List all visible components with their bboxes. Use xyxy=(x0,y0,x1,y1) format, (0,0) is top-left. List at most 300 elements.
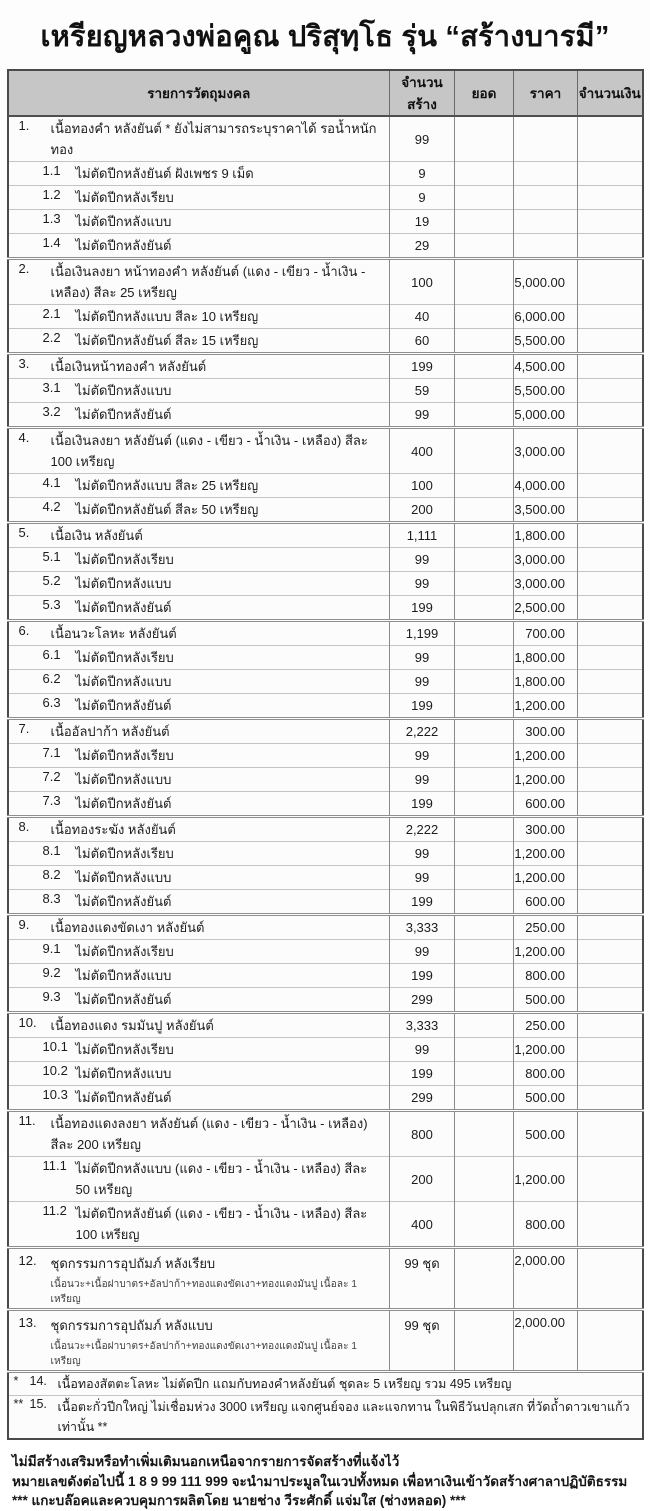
item-number: 7.3 xyxy=(42,793,61,808)
amount-cell xyxy=(578,1013,643,1038)
table-row xyxy=(8,1157,643,1202)
quantity-cell: 3,333 xyxy=(390,915,455,940)
amount-cell xyxy=(578,116,643,162)
footnote-row xyxy=(8,1396,643,1440)
item-text-wrap xyxy=(51,1015,390,1036)
total-cell xyxy=(455,1248,514,1310)
item-number: 12. xyxy=(18,1253,37,1268)
table-row xyxy=(8,1111,643,1157)
item-text-wrap xyxy=(51,917,390,938)
item-text: ไม่ตัดปีกหลังเรียบ xyxy=(75,846,174,861)
item-text-wrap xyxy=(51,525,390,546)
item-text: ไม่ตัดปีกหลังแบบ xyxy=(75,870,172,885)
item-number: 9.1 xyxy=(42,941,61,956)
item-text-wrap xyxy=(76,891,390,912)
item-text: เนื้อทองแดง รมมันปู หลังยันต์ xyxy=(50,1018,214,1033)
item-number: 11.1 xyxy=(42,1158,67,1173)
quantity-cell: 19 xyxy=(390,210,455,234)
document-footer xyxy=(12,1452,650,1511)
table-row xyxy=(8,890,643,915)
total-cell xyxy=(455,1013,514,1038)
total-cell xyxy=(455,940,514,964)
amount-cell xyxy=(578,1086,643,1111)
total-cell xyxy=(455,817,514,842)
amount-cell xyxy=(578,234,643,259)
item-text: ไม่ตัดปีกหลังแบบ สีละ 25 เหรียญ xyxy=(75,478,259,493)
price-cell: 1,200.00 xyxy=(514,842,578,866)
footnote-text: เนื้อทองสัตตะโลหะ ไม่ตัดปีก แถมกับทองคำหลังยันต์ ชุดละ 5 เหรียญ รวม 495 เหรียญ xyxy=(57,1377,512,1391)
column-header-price: ราคา xyxy=(514,70,578,116)
item-text-wrap xyxy=(76,989,390,1010)
item-text-wrap xyxy=(76,671,390,692)
quantity-cell: 1,111 xyxy=(390,523,455,548)
total-cell xyxy=(455,186,514,210)
item-text-wrap xyxy=(76,1087,390,1108)
price-cell xyxy=(514,186,578,210)
total-cell xyxy=(455,964,514,988)
item-subnote: เนื้อนวะ+เนื้อฝาบาตร+อัลปาก้า+ทองแดงขัดเงา+ทองแดงมันปู เนื้อละ 1 เหรียญ xyxy=(50,1279,358,1305)
price-cell: 700.00 xyxy=(514,621,578,646)
table-row xyxy=(8,548,643,572)
price-cell: 3,000.00 xyxy=(514,548,578,572)
amount-cell xyxy=(578,259,643,305)
item-text: ไม่ตัดปีกหลังยันต์ xyxy=(75,796,172,811)
footnote-number: 15. xyxy=(29,1397,47,1411)
quantity-cell: 99 xyxy=(390,744,455,768)
item-text: ไม่ตัดปีกหลังแบบ (แดง - เขียว - น้ำเงิน - เหลือง) สีละ 50 เหรียญ xyxy=(75,1161,368,1197)
price-cell xyxy=(514,116,578,162)
total-cell xyxy=(455,1157,514,1202)
item-text-wrap xyxy=(76,235,390,256)
item-line xyxy=(9,843,390,864)
table-row xyxy=(8,1062,643,1086)
table-row xyxy=(8,1013,643,1038)
item-cell xyxy=(8,354,390,379)
price-cell: 3,000.00 xyxy=(514,572,578,596)
item-cell xyxy=(8,670,390,694)
quantity-cell: 199 xyxy=(390,354,455,379)
item-cell xyxy=(8,988,390,1013)
item-cell xyxy=(8,428,390,474)
item-text-wrap xyxy=(76,330,390,351)
item-cell xyxy=(8,621,390,646)
item-number: 1.1 xyxy=(42,163,61,178)
item-text: ไม่ตัดปีกหลังเรียบ xyxy=(75,1042,174,1057)
total-cell xyxy=(455,768,514,792)
item-text: ไม่ตัดปีกหลังแบบ xyxy=(75,214,172,229)
item-text-wrap xyxy=(76,187,390,208)
footnote-marker: ** xyxy=(13,1397,24,1411)
table-row xyxy=(8,186,643,210)
item-cell xyxy=(8,719,390,744)
total-cell xyxy=(455,670,514,694)
price-cell: 5,000.00 xyxy=(514,259,578,305)
item-cell xyxy=(8,890,390,915)
table-row xyxy=(8,379,643,403)
item-number: 8.1 xyxy=(42,843,61,858)
item-number: 1.3 xyxy=(42,211,61,226)
item-cell xyxy=(8,744,390,768)
item-text: เนื้อทองระฆัง หลังยันต์ xyxy=(50,822,176,837)
price-cell: 800.00 xyxy=(514,1202,578,1248)
item-text: ไม่ตัดปีกหลังแบบ xyxy=(75,576,172,591)
table-row xyxy=(8,259,643,305)
item-text: ไม่ตัดปีกหลังแบบ xyxy=(75,383,172,398)
item-line xyxy=(9,118,390,160)
item-number: 9.3 xyxy=(42,989,61,1004)
quantity-cell: 60 xyxy=(390,329,455,354)
item-number: 1.4 xyxy=(42,235,61,250)
item-text-wrap xyxy=(51,118,390,160)
item-text: ไม่ตัดปีกหลังแบบ สีละ 10 เหรียญ xyxy=(75,309,259,324)
price-cell: 1,800.00 xyxy=(514,670,578,694)
quantity-cell: 99 ชุด xyxy=(390,1310,455,1372)
item-text-wrap xyxy=(76,745,390,766)
item-line xyxy=(9,1158,390,1200)
price-cell: 1,200.00 xyxy=(514,744,578,768)
quantity-cell: 99 xyxy=(390,670,455,694)
item-line xyxy=(9,965,390,986)
item-text: เนื้อทองแดงขัดเงา หลังยันต์ xyxy=(50,920,205,935)
item-text-wrap xyxy=(51,1315,390,1369)
item-text: ไม่ตัดปีกหลังยันต์ xyxy=(75,698,172,713)
item-line xyxy=(9,1015,390,1036)
quantity-cell: 99 xyxy=(390,1038,455,1062)
item-text-wrap xyxy=(76,647,390,668)
total-cell xyxy=(455,572,514,596)
item-text-wrap xyxy=(76,1063,390,1084)
price-cell: 2,000.00 xyxy=(514,1248,578,1310)
amount-cell xyxy=(578,768,643,792)
item-text-wrap xyxy=(76,793,390,814)
price-cell: 250.00 xyxy=(514,915,578,940)
table-row xyxy=(8,305,643,329)
item-text: เนื้อทองแดงลงยา หลังยันต์ (แดง - เขียว - น้ำเงิน - เหลือง) สีละ 200 เหรียญ xyxy=(50,1116,368,1152)
item-line xyxy=(9,330,390,351)
total-cell xyxy=(455,329,514,354)
item-line xyxy=(9,769,390,790)
item-number: 9. xyxy=(18,917,30,932)
item-text: ไม่ตัดปีกหลังเรียบ xyxy=(75,190,174,205)
item-text-wrap xyxy=(76,843,390,864)
item-line xyxy=(9,430,390,472)
table-row xyxy=(8,964,643,988)
amount-cell xyxy=(578,890,643,915)
item-line xyxy=(9,793,390,814)
item-number: 3.1 xyxy=(42,380,61,395)
table-row xyxy=(8,1202,643,1248)
quantity-cell: 99 ชุด xyxy=(390,1248,455,1310)
item-text: ไม่ตัดปีกหลังยันต์ xyxy=(75,894,172,909)
item-line xyxy=(9,891,390,912)
item-text: ไม่ตัดปีกหลังแบบ xyxy=(75,674,172,689)
table-row xyxy=(8,354,643,379)
total-cell xyxy=(455,596,514,621)
item-number: 1. xyxy=(18,118,30,133)
total-cell xyxy=(455,866,514,890)
price-cell: 1,200.00 xyxy=(514,866,578,890)
footnote-cell xyxy=(8,1396,643,1440)
item-line xyxy=(9,1087,390,1108)
item-text: ไม่ตัดปีกหลังยันต์ สีละ 15 เหรียญ xyxy=(75,333,259,348)
quantity-cell: 199 xyxy=(390,1062,455,1086)
total-cell xyxy=(455,428,514,474)
item-text-wrap xyxy=(76,695,390,716)
item-cell xyxy=(8,596,390,621)
quantity-cell: 59 xyxy=(390,379,455,403)
item-cell xyxy=(8,646,390,670)
total-cell xyxy=(455,162,514,186)
amount-cell xyxy=(578,523,643,548)
item-text: ไม่ตัดปีกหลังแบบ xyxy=(75,968,172,983)
total-cell xyxy=(455,379,514,403)
amount-cell xyxy=(578,744,643,768)
table-row xyxy=(8,792,643,817)
quantity-cell: 29 xyxy=(390,234,455,259)
item-text: ไม่ตัดปีกหลังยันต์ xyxy=(75,407,172,422)
item-text-wrap xyxy=(51,1113,390,1155)
amount-cell xyxy=(578,186,643,210)
item-number: 4.2 xyxy=(42,499,61,514)
item-line xyxy=(9,187,390,208)
item-cell xyxy=(8,523,390,548)
quantity-cell: 99 xyxy=(390,548,455,572)
item-text-wrap xyxy=(51,430,390,472)
total-cell xyxy=(455,354,514,379)
item-number: 5.2 xyxy=(42,573,61,588)
item-line xyxy=(9,819,390,840)
price-cell: 5,500.00 xyxy=(514,329,578,354)
quantity-cell: 200 xyxy=(390,498,455,523)
item-line xyxy=(9,647,390,668)
table-row xyxy=(8,1086,643,1111)
item-cell xyxy=(8,842,390,866)
price-cell: 500.00 xyxy=(514,1111,578,1157)
price-cell: 1,200.00 xyxy=(514,694,578,719)
item-number: 10.3 xyxy=(42,1087,68,1102)
item-line xyxy=(9,163,390,184)
quantity-cell: 99 xyxy=(390,116,455,162)
item-line xyxy=(9,235,390,256)
amount-cell xyxy=(578,1038,643,1062)
item-line xyxy=(9,745,390,766)
amount-cell xyxy=(578,792,643,817)
total-cell xyxy=(455,792,514,817)
table-row xyxy=(8,817,643,842)
amount-cell xyxy=(578,1310,643,1372)
item-cell xyxy=(8,768,390,792)
item-text: ชุดกรรมการอุปถัมภ์ หลังเรียบ xyxy=(50,1256,216,1271)
total-cell xyxy=(455,694,514,719)
table-row xyxy=(8,646,643,670)
amount-cell xyxy=(578,428,643,474)
item-cell xyxy=(8,162,390,186)
page-title: เหรียญหลวงพ่อคูณ ปริสุทฺโธ รุ่น “สร้างบารมี” xyxy=(40,21,610,53)
price-cell: 600.00 xyxy=(514,890,578,915)
quantity-cell: 9 xyxy=(390,186,455,210)
item-text-wrap xyxy=(76,867,390,888)
price-cell: 500.00 xyxy=(514,988,578,1013)
price-cell: 800.00 xyxy=(514,964,578,988)
item-text-wrap xyxy=(76,211,390,232)
footer-line: หมายเลขดังต่อไปนี้ 1 8 9 99 111 999 จะนำมาประมูลในเวปทั้งหมด เพื่อหาเงินเข้าวัดสร้างศาลาปฏิบัติธรรม xyxy=(12,1473,628,1489)
item-text-wrap xyxy=(76,1158,390,1200)
item-text: ไม่ตัดปีกหลังเรียบ xyxy=(75,748,174,763)
item-cell xyxy=(8,498,390,523)
item-text-wrap xyxy=(76,1039,390,1060)
item-text: เนื้อนวะโลหะ หลังยันต์ xyxy=(50,626,177,641)
item-line xyxy=(9,1253,390,1307)
footnote-number: 14. xyxy=(29,1374,47,1388)
item-number: 3.2 xyxy=(42,404,61,419)
total-cell xyxy=(455,1111,514,1157)
item-cell xyxy=(8,915,390,940)
item-number: 11. xyxy=(18,1113,36,1128)
amount-cell xyxy=(578,842,643,866)
item-text-wrap xyxy=(51,261,390,303)
quantity-cell: 100 xyxy=(390,474,455,498)
item-number: 6.1 xyxy=(42,647,61,662)
item-text: ไม่ตัดปีกหลังยันต์ xyxy=(75,1090,172,1105)
footer-line: ไม่มีสร้างเสริมหรือทำเพิ่มเติมนอกเหนือจากรายการจัดสร้างที่แจ้งไว้ xyxy=(12,1454,400,1469)
item-text-wrap xyxy=(76,597,390,618)
footnote-row xyxy=(8,1372,643,1396)
footer-line: *** แกะบล๊อคและควบคุมการผลิตโดย นายช่าง วีระศักดิ์ แจ่มใส (ช่างหลอด) *** xyxy=(12,1493,466,1509)
quantity-cell: 100 xyxy=(390,259,455,305)
amount-cell xyxy=(578,474,643,498)
amount-cell xyxy=(578,940,643,964)
price-cell: 1,200.00 xyxy=(514,768,578,792)
price-cell xyxy=(514,234,578,259)
table-row xyxy=(8,116,643,162)
item-text-wrap xyxy=(51,1253,390,1307)
table-row xyxy=(8,596,643,621)
quantity-cell: 99 xyxy=(390,403,455,428)
item-line xyxy=(9,356,390,377)
item-number: 8. xyxy=(18,819,30,834)
item-cell xyxy=(8,403,390,428)
table-row xyxy=(8,1038,643,1062)
table-row xyxy=(8,403,643,428)
table-row xyxy=(8,670,643,694)
amount-cell xyxy=(578,694,643,719)
item-text-wrap xyxy=(51,721,390,742)
item-cell xyxy=(8,210,390,234)
total-cell xyxy=(455,744,514,768)
item-line xyxy=(9,1039,390,1060)
item-line xyxy=(9,1203,390,1245)
total-cell xyxy=(455,1202,514,1248)
item-number: 3. xyxy=(18,356,30,371)
item-line xyxy=(9,597,390,618)
item-text: ไม่ตัดปีกหลังยันต์ (แดง - เขียว - น้ำเงิน - เหลือง) สีละ 100 เหรียญ xyxy=(75,1206,368,1242)
item-number: 10.1 xyxy=(42,1039,68,1054)
amount-cell xyxy=(578,1111,643,1157)
item-cell xyxy=(8,234,390,259)
table-row xyxy=(8,744,643,768)
amount-cell xyxy=(578,1202,643,1248)
item-cell xyxy=(8,1062,390,1086)
quantity-cell: 2,222 xyxy=(390,817,455,842)
item-text-wrap xyxy=(76,380,390,401)
item-number: 10.2 xyxy=(42,1063,68,1078)
price-cell: 5,500.00 xyxy=(514,379,578,403)
column-header-amount: จำนวนเงิน xyxy=(578,70,643,116)
price-cell: 4,500.00 xyxy=(514,354,578,379)
quantity-cell: 199 xyxy=(390,890,455,915)
item-line xyxy=(9,1113,390,1155)
item-cell xyxy=(8,116,390,162)
quantity-cell: 200 xyxy=(390,1157,455,1202)
quantity-cell: 199 xyxy=(390,792,455,817)
table-row xyxy=(8,1248,643,1310)
item-text: ชุดกรรมการอุปถัมภ์ หลังแบบ xyxy=(50,1318,213,1333)
item-number: 6.3 xyxy=(42,695,61,710)
item-text: ไม่ตัดปีกหลังยันต์ ฝังเพชร 9 เม็ด xyxy=(75,166,254,181)
item-line xyxy=(9,525,390,546)
total-cell xyxy=(455,210,514,234)
item-cell xyxy=(8,186,390,210)
item-text: ไม่ตัดปีกหลังแบบ xyxy=(75,1066,172,1081)
quantity-cell: 400 xyxy=(390,428,455,474)
price-cell: 300.00 xyxy=(514,719,578,744)
item-line xyxy=(9,380,390,401)
total-cell xyxy=(455,305,514,329)
amount-cell xyxy=(578,988,643,1013)
total-cell xyxy=(455,915,514,940)
item-line xyxy=(9,941,390,962)
item-cell xyxy=(8,1086,390,1111)
footnote-line xyxy=(9,1374,642,1394)
total-cell xyxy=(455,621,514,646)
item-line xyxy=(9,867,390,888)
item-number: 5. xyxy=(18,525,30,540)
amount-cell xyxy=(578,354,643,379)
amount-cell xyxy=(578,866,643,890)
item-text: เนื้อเงินลงยา หน้าทองคำ หลังยันต์ (แดง - เขียว - น้ำเงิน - เหลือง) สีละ 25 เหรียญ xyxy=(50,264,366,300)
amount-cell xyxy=(578,329,643,354)
total-cell xyxy=(455,116,514,162)
item-cell xyxy=(8,792,390,817)
item-cell xyxy=(8,379,390,403)
quantity-cell: 199 xyxy=(390,964,455,988)
total-cell xyxy=(455,988,514,1013)
amount-cell xyxy=(578,621,643,646)
item-text: ไม่ตัดปีกหลังยันต์ xyxy=(75,992,172,1007)
amount-cell xyxy=(578,403,643,428)
item-cell xyxy=(8,964,390,988)
item-cell xyxy=(8,817,390,842)
price-cell: 6,000.00 xyxy=(514,305,578,329)
price-cell: 800.00 xyxy=(514,1062,578,1086)
quantity-cell: 1,199 xyxy=(390,621,455,646)
item-line xyxy=(9,989,390,1010)
column-header-item: รายการวัตถุมงคล xyxy=(8,70,390,116)
amulet-price-table xyxy=(7,69,644,1440)
item-text: เนื้อเงิน หลังยันต์ xyxy=(50,528,143,543)
quantity-cell: 99 xyxy=(390,572,455,596)
item-text: ไม่ตัดปีกหลังยันต์ สีละ 50 เหรียญ xyxy=(75,502,259,517)
item-line xyxy=(9,404,390,425)
item-text-wrap xyxy=(76,573,390,594)
item-text: เนื้อทองคำ หลังยันต์ * ยังไม่สามารถระบุราคาได้ รอน้ำหนักทอง xyxy=(50,121,377,157)
item-line xyxy=(9,499,390,520)
item-number: 4.1 xyxy=(42,475,61,490)
item-cell xyxy=(8,940,390,964)
price-cell: 300.00 xyxy=(514,817,578,842)
price-cell xyxy=(514,162,578,186)
item-number: 6.2 xyxy=(42,671,61,686)
